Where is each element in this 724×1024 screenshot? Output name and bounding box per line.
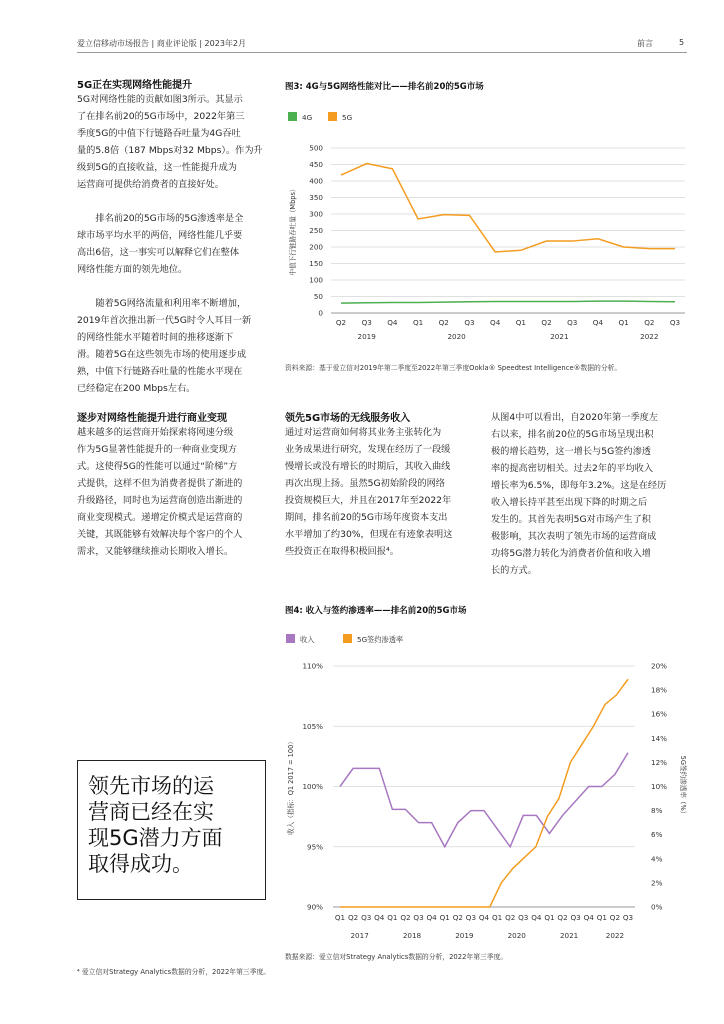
- legend-label-revenue: 收入: [300, 635, 315, 644]
- text-line: 式。这使得5G的性能可以通过“阶梯”方: [77, 461, 238, 472]
- x-tick-label: Q2: [347, 913, 359, 922]
- figure-3-caption: 图3: 4G与5G网络性能对比——排名前20的5G市场: [285, 82, 484, 92]
- x-year-label: 2020: [447, 332, 466, 341]
- pull-quote-text: [88, 773, 255, 877]
- x-tick-label: Q3: [465, 913, 477, 922]
- text-line: 关键，其既能够有效解决每个客户的个人: [77, 529, 243, 540]
- y-tick-label: 50: [313, 292, 323, 301]
- x-tick-label: Q4: [490, 318, 501, 327]
- paragraph-3: [77, 295, 273, 397]
- x-tick-label: Q2: [505, 913, 516, 922]
- column-1-lower: [77, 409, 273, 560]
- x-tick-label: Q2: [400, 913, 411, 922]
- x-tick-label: Q2: [335, 318, 347, 327]
- text-line: 式提供，这样不但为消费者提供了渐进的: [77, 478, 243, 489]
- x-year-label: 2018: [402, 931, 422, 940]
- legend-swatch-revenue: [286, 634, 295, 643]
- y-axis-label-right: 5G签约渗透率（%）: [679, 755, 687, 818]
- x-tick-label: Q4: [478, 913, 490, 922]
- x-tick-label: Q1: [491, 913, 503, 922]
- text-line: 右以来，排名前20位的5G市场呈现出积: [491, 429, 654, 440]
- y-tick-label-right: 16%: [651, 709, 667, 719]
- y-tick-label-left: 100%: [302, 782, 323, 791]
- y-tick-label: 400: [309, 176, 323, 186]
- x-tick-label: Q1: [387, 913, 398, 922]
- text-line: 排名前20的5G市场的5G渗透率是全: [95, 213, 244, 224]
- series-line-penetration: [340, 679, 628, 907]
- y-tick-label: 300: [309, 209, 323, 219]
- y-tick-label-right: 4%: [651, 854, 663, 864]
- page-number: 5: [679, 38, 685, 47]
- x-tick-label: Q3: [570, 913, 581, 922]
- y-axis-label: 中值下行链路吞吐量（Mbps）: [289, 185, 297, 276]
- x-tick-label: Q1: [412, 318, 424, 327]
- legend-swatch-penetration: [343, 634, 352, 643]
- text-line: 球市场平均水平的两倍，网络性能几乎要: [77, 230, 243, 241]
- text-line: 季度5G的中值下行链路吞吐量为4G吞吐: [77, 128, 241, 139]
- text-line: 商业变现模式。递增定价模式是运营商的: [77, 512, 243, 523]
- heading-monetization: 逐步对网络性能提升进行商业变现: [77, 413, 227, 424]
- x-tick-label: Q1: [596, 913, 607, 922]
- y-axis-label-left: 收入（指标：Q1 2017 = 100）: [287, 738, 295, 835]
- x-tick-label: Q3: [518, 913, 529, 922]
- report-title-header: 爱立信移动市场报告 | 商业评论版 | 2023年2月: [77, 39, 247, 48]
- x-tick-label: Q2: [644, 318, 655, 327]
- text-line: 的网络性能水平随着时间的推移逐渐下: [77, 332, 234, 343]
- y-tick-label: 150: [309, 259, 323, 268]
- y-tick-label-right: 18%: [651, 685, 667, 695]
- paragraph-1: [77, 91, 273, 193]
- figure-3-source: 资料来源：基于爱立信对2019年第二季度至2022年第三季度Ookla® Speedtest Intelligence®数据的分析。: [285, 364, 622, 372]
- y-tick-label: 0: [318, 308, 323, 318]
- x-tick-label: Q1: [544, 913, 555, 922]
- text-line: 滑。随着5G在这些领先市场的使用逐步成: [77, 349, 247, 360]
- x-tick-label: Q3: [361, 318, 372, 327]
- paragraph-figure-4-analysis: [491, 409, 687, 579]
- legend-label-4g: 4G: [302, 113, 313, 122]
- pull-quote-box: [77, 760, 266, 900]
- text-line: 投资规模巨大，并且在2017年至2022年: [285, 495, 452, 506]
- text-line: 熟，中值下行链路吞吐量的性能水平现在: [77, 366, 243, 377]
- x-tick-label: Q2: [541, 318, 552, 327]
- figure-4-chart: [285, 630, 690, 950]
- text-line: 增长率为6.5%，即每年3.2%。这是在经历: [491, 480, 667, 491]
- y-tick-label-left: 110%: [302, 661, 323, 671]
- text-line: 作为5G显著性能提升的一种商业变现方: [77, 444, 237, 455]
- x-tick-label: Q4: [583, 913, 594, 922]
- text-line: 运营商可提供给消费者的直接好处。: [77, 179, 224, 190]
- paragraph-2: [77, 210, 273, 278]
- x-year-label: 2019: [455, 931, 474, 940]
- x-tick-label: Q4: [426, 913, 437, 922]
- x-tick-label: Q1: [515, 318, 526, 327]
- y-tick-label: 350: [309, 193, 323, 202]
- x-tick-label: Q1: [439, 913, 450, 922]
- y-tick-label-right: 2%: [651, 878, 663, 888]
- text-line: 了在排名前20的5G市场中，2022年第三: [77, 111, 245, 122]
- y-tick-label-right: 0%: [651, 902, 663, 912]
- paragraph-wireless-revenue: [285, 424, 480, 560]
- series-line-5g: [341, 164, 675, 252]
- x-tick-label: Q3: [361, 913, 372, 922]
- x-tick-label: Q3: [413, 913, 424, 922]
- y-tick-label-left: 90%: [307, 902, 323, 912]
- x-year-label: 2022: [605, 931, 625, 940]
- text-line: 2019年首次推出新一代5G时令人耳目一新: [77, 315, 252, 326]
- text-line: 取得成功。: [88, 852, 193, 876]
- text-line: 升级路径，同时也为运营商创造出渐进的: [77, 495, 243, 506]
- text-line: 领先市场的运: [88, 774, 214, 798]
- figure-4-caption: 图4: 收入与签约渗透率——排名前20的5G市场: [285, 606, 467, 616]
- series-line-4g: [341, 301, 675, 303]
- x-tick-label: Q4: [374, 913, 385, 922]
- text-line: 期间，排名前20的5G市场年度资本支出: [285, 512, 448, 523]
- legend-swatch-5g: [328, 112, 337, 121]
- y-tick-label-right: 14%: [651, 733, 667, 743]
- text-line: 5G对网络性能的贡献如图3所示。其显示: [77, 94, 243, 105]
- text-line: 高出6倍，这一事实可以解释它们在整体: [77, 247, 240, 258]
- text-line: 极影响，其次表明了领先市场的运营商成: [491, 531, 657, 542]
- y-tick-label-right: 12%: [651, 757, 667, 767]
- y-tick-label: 100: [309, 275, 323, 285]
- figure-3-chart: [285, 108, 690, 353]
- x-tick-label: Q1: [618, 318, 629, 327]
- x-tick-label: Q2: [557, 913, 568, 922]
- text-line: 长的方式。: [491, 565, 537, 576]
- text-line: 营商已经在实: [88, 800, 214, 824]
- x-year-label: 2017: [350, 931, 369, 940]
- header-rule: [77, 52, 687, 53]
- y-tick-label-right: 8%: [651, 806, 663, 816]
- text-line: 率的提高密切相关。过去2年的平均收入: [491, 463, 654, 474]
- x-year-label: 2019: [357, 332, 376, 341]
- text-line: 功将5G潜力转化为消费者价值和收入增: [491, 548, 651, 559]
- x-tick-label: Q2: [452, 913, 463, 922]
- x-year-label: 2021: [559, 931, 579, 940]
- column-2: [285, 409, 480, 560]
- text-line: 极的增长趋势，这一增长与5G签约渗透: [491, 446, 651, 457]
- x-year-label: 2020: [507, 931, 526, 940]
- legend-label-penetration: 5G签约渗透率: [357, 635, 404, 644]
- text-line: 收入增长持平甚至出现下降的时期之后: [491, 497, 648, 508]
- x-tick-label: Q4: [387, 318, 398, 327]
- paragraph-monetization: [77, 424, 273, 560]
- text-line: 随着5G网络流量和利用率不断增加，: [95, 298, 247, 309]
- text-line: 发生的。其首先表明5G对市场产生了积: [491, 514, 651, 525]
- text-line: 再次出现上扬。虽然5G初始阶段的网络: [285, 478, 445, 489]
- x-tick-label: Q4: [531, 913, 542, 922]
- legend-label-5g: 5G: [342, 113, 353, 122]
- y-tick-label-right: 20%: [651, 661, 667, 671]
- column-3: [491, 409, 687, 579]
- x-tick-label: Q4: [592, 318, 604, 327]
- text-line: 现5G潜力方面: [88, 826, 223, 850]
- y-tick-label-right: 6%: [651, 830, 663, 840]
- x-tick-label: Q3: [622, 913, 634, 922]
- x-tick-label: Q2: [609, 913, 621, 922]
- x-tick-label: Q3: [669, 318, 681, 327]
- text-line: 需求，又能够继续推动长期收入增长。: [77, 546, 234, 557]
- y-tick-label: 500: [309, 143, 323, 153]
- x-tick-label: Q2: [438, 318, 449, 327]
- footnote: ⁴ 爱立信对Strategy Analytics数据的分析，2022年第三季度。: [77, 968, 271, 976]
- section-name: 前言: [637, 39, 653, 48]
- y-tick-label-right: 10%: [651, 782, 667, 791]
- text-line: 从图4中可以看出，自2020年第一季度左: [491, 412, 659, 423]
- text-line: 越来越多的运营商开始探索将网速分级: [77, 427, 234, 438]
- x-tick-label: Q3: [567, 318, 578, 327]
- x-tick-label: Q1: [334, 913, 346, 922]
- text-line: 量的5.8倍（187 Mbps对32 Mbps）。作为升: [77, 145, 263, 156]
- text-line: 已经稳定在200 Mbps左右。: [77, 383, 196, 394]
- y-tick-label: 200: [309, 242, 323, 252]
- y-tick-label: 450: [309, 160, 323, 169]
- y-tick-label: 250: [309, 226, 323, 235]
- legend-swatch-4g: [288, 112, 297, 121]
- x-year-label: 2022: [640, 332, 659, 341]
- text-line: 慢增长或没有增长的时期后，其收入曲线: [285, 461, 451, 472]
- y-tick-label-left: 105%: [302, 721, 323, 731]
- column-1: [77, 76, 273, 397]
- text-line: 通过对运营商如何将其业务主张转化为: [285, 427, 442, 438]
- y-tick-label-left: 95%: [307, 842, 323, 852]
- figure-4-source: 数据来源：爱立信对Strategy Analytics数据的分析，2022年第三季度。: [285, 953, 508, 961]
- series-line-revenue: [340, 753, 628, 847]
- text-line: 些投资正在取得积极回报⁴。: [285, 546, 399, 557]
- heading-wireless-revenue: 领先5G市场的无线服务收入: [285, 413, 411, 424]
- text-line: 业务成果进行研究，发现在经历了一段缓: [285, 444, 451, 455]
- x-tick-label: Q3: [464, 318, 475, 327]
- heading-5g-performance: 5G正在实现网络性能提升: [77, 80, 193, 91]
- x-year-label: 2021: [550, 332, 569, 341]
- text-line: 网络性能方面的领先地位。: [77, 264, 188, 275]
- text-line: 级到5G的直接收益，这一性能提升成为: [77, 162, 237, 173]
- text-line: 水平增加了约30%，但现在有迹象表明这: [285, 529, 453, 540]
